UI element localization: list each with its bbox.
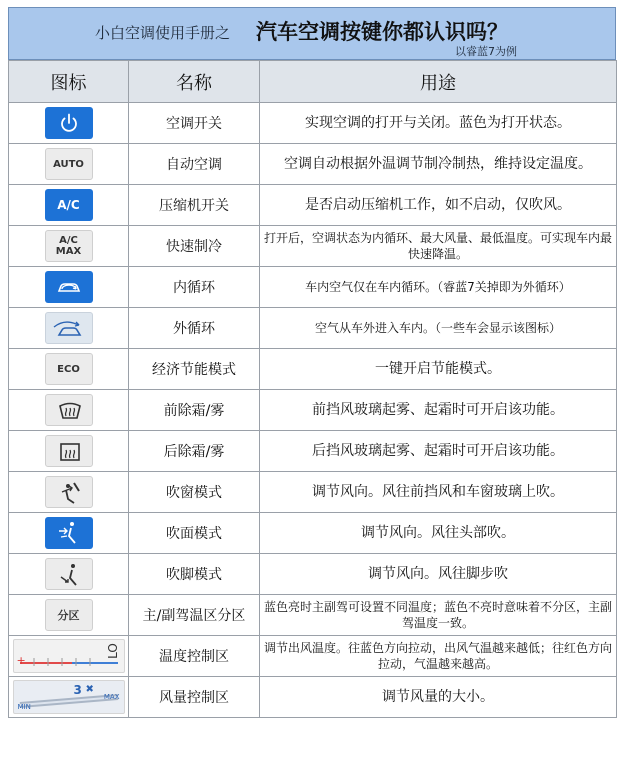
row-name: 吹脚模式 bbox=[129, 554, 260, 595]
row-name: 主/副驾温区分区 bbox=[129, 595, 260, 636]
row-use: 调节风向。风往脚步吹 bbox=[260, 554, 617, 595]
face-mode-icon bbox=[45, 517, 93, 549]
table-row bbox=[9, 472, 617, 513]
front-defrost-icon bbox=[45, 394, 93, 426]
temperature-lo-label: LO bbox=[105, 643, 120, 659]
column-header-name: 名称 bbox=[129, 61, 260, 103]
row-use: 一键开启节能模式。 bbox=[260, 349, 617, 390]
table-row bbox=[9, 390, 617, 431]
row-name: 风量控制区 bbox=[129, 677, 260, 718]
table-row bbox=[9, 554, 617, 595]
auto-icon: AUTO bbox=[45, 148, 93, 180]
windshield-mode-icon bbox=[45, 476, 93, 508]
fan-min-label: MIN bbox=[17, 703, 31, 711]
ac-max-icon: A/C MAX bbox=[45, 230, 93, 262]
recirculation-icon bbox=[45, 271, 93, 303]
row-use: 调节风向。风往头部吹。 bbox=[260, 513, 617, 554]
row-name: 吹窗模式 bbox=[129, 472, 260, 513]
row-use: 是否启动压缩机工作，如不启动，仅吹风。 bbox=[260, 185, 617, 226]
fan-max-label: MAX bbox=[103, 693, 120, 701]
row-use: 前挡风玻璃起雾、起霜时可开启该功能。 bbox=[260, 390, 617, 431]
eco-icon: ECO bbox=[45, 353, 93, 385]
row-use: 空调自动根据外温调节制冷制热，维持设定温度。 bbox=[260, 144, 617, 185]
zone-icon: 分区 bbox=[45, 599, 93, 631]
rear-defrost-icon bbox=[45, 435, 93, 467]
power-icon bbox=[45, 107, 93, 139]
row-name: 前除霜/雾 bbox=[129, 390, 260, 431]
table-row bbox=[9, 636, 617, 677]
table-row bbox=[9, 185, 617, 226]
temperature-slider-icon bbox=[13, 639, 125, 673]
fan-slider-icon bbox=[13, 680, 125, 714]
button-table bbox=[8, 60, 617, 718]
row-name: 压缩机开关 bbox=[129, 185, 260, 226]
row-use: 空气从车外进入车内。（一些车会显示该图标） bbox=[260, 308, 617, 349]
foot-mode-icon bbox=[45, 558, 93, 590]
row-use: 调节风量的大小。 bbox=[260, 677, 617, 718]
table-row bbox=[9, 513, 617, 554]
table-row bbox=[9, 677, 617, 718]
title-prefix: 小白空调使用手册之 bbox=[95, 24, 231, 42]
row-use: 调节风向。风往前挡风和车窗玻璃上吹。 bbox=[260, 472, 617, 513]
row-use: 后挡风玻璃起雾、起霜时可开启该功能。 bbox=[260, 431, 617, 472]
row-use: 蓝色亮时主副驾可设置不同温度；蓝色不亮时意味着不分区，主副驾温度一致。 bbox=[260, 595, 617, 636]
column-header-icon: 图标 bbox=[9, 61, 129, 103]
table-row bbox=[9, 103, 617, 144]
title-banner bbox=[8, 7, 616, 60]
temperature-plus-label: + bbox=[16, 654, 26, 667]
row-name: 经济节能模式 bbox=[129, 349, 260, 390]
column-header-use: 用途 bbox=[260, 61, 617, 103]
table-row bbox=[9, 308, 617, 349]
subtitle: 以睿蓝7为例 bbox=[455, 45, 517, 58]
row-name: 自动空调 bbox=[129, 144, 260, 185]
row-name: 吹面模式 bbox=[129, 513, 260, 554]
table-row bbox=[9, 144, 617, 185]
row-use: 调节出风温度。往蓝色方向拉动，出风气温越来越低；往红色方向拉动，气温越来越高。 bbox=[260, 636, 617, 677]
row-use: 实现空调的打开与关闭。蓝色为打开状态。 bbox=[260, 103, 617, 144]
ac-icon: A/C bbox=[45, 189, 93, 221]
fan-icon: ✖ bbox=[85, 684, 94, 695]
row-name: 快速制冷 bbox=[129, 226, 260, 267]
table-row bbox=[9, 226, 617, 267]
table-row bbox=[9, 349, 617, 390]
fan-level-label: 3 bbox=[73, 683, 82, 697]
fresh-air-icon bbox=[45, 312, 93, 344]
table-header-row bbox=[9, 61, 617, 103]
row-name: 温度控制区 bbox=[129, 636, 260, 677]
row-name: 内循环 bbox=[129, 267, 260, 308]
table-row bbox=[9, 595, 617, 636]
row-name: 空调开关 bbox=[129, 103, 260, 144]
table-row bbox=[9, 267, 617, 308]
row-use: 打开后，空调状态为内循环、最大风量、最低温度。可实现车内最快速降温。 bbox=[260, 226, 617, 267]
table-row bbox=[9, 431, 617, 472]
row-name: 后除霜/雾 bbox=[129, 431, 260, 472]
page-title: 汽车空调按键你都认识吗？ bbox=[256, 20, 508, 44]
row-name: 外循环 bbox=[129, 308, 260, 349]
row-use: 车内空气仅在车内循环。（睿蓝7关掉即为外循环） bbox=[260, 267, 617, 308]
